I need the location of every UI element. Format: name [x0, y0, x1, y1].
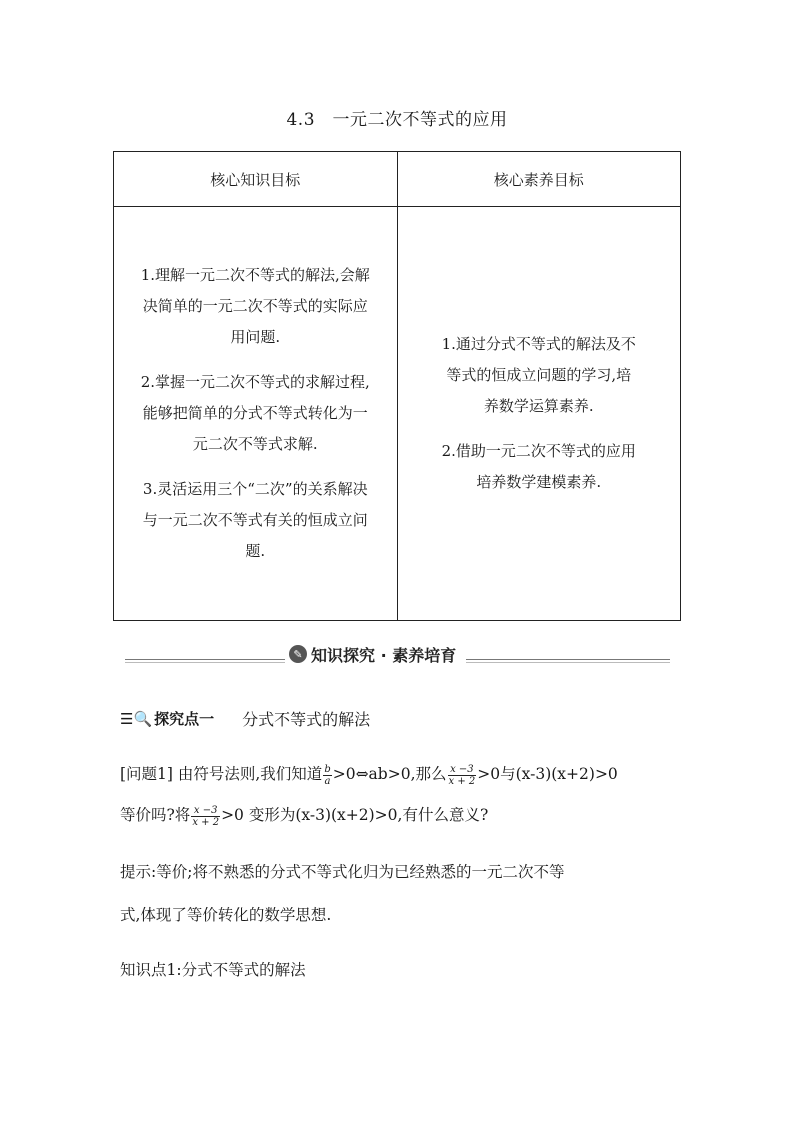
fraction-x3-over-x2-second: $\frac{x -3}{x + 2}$ [192, 804, 220, 828]
banner-label: 知识探究 · 素养培育 [311, 645, 457, 665]
hint-line-1: 提示:等价;将不熟悉的分式不等式化归为已经熟悉的一元二次不等 [120, 863, 565, 881]
literacy-goals-cell [397, 207, 681, 621]
literacy-goal-1: 1.通过分式不等式的解法及不 等式的恒成立问题的学习,培 养数学运算素养. [441, 335, 636, 415]
section-banner [125, 642, 670, 666]
knowledge-goal-3: 3.灵活运用三个“二次”的关系解决 与一元二次不等式有关的恒成立问 题. [142, 480, 368, 560]
goals-table [113, 151, 681, 621]
question-line-2: 等价吗?将 $\frac{x -3}{x + 2}$ >0 变形为(x-3)(x+2)>0,有什么意义? [120, 804, 489, 828]
explore-topic: 分式不等式的解法 [242, 710, 371, 729]
knowledge-goal-1: 1.理解一元二次不等式的解法,会解 决简单的一元二次不等式的实际应 用问题. [140, 266, 370, 346]
fraction-x3-over-x2: $\frac{x -3}{x + 2}$ [448, 763, 476, 787]
page-title: 4.3 一元二次不等式的应用 [286, 110, 508, 130]
knowledge-goal-2: 2.掌握一元二次不等式的求解过程, 能够把简单的分式不等式转化为一 元二次不等式求解. [140, 373, 370, 453]
question-line-1: [问题1] 由符号法则,我们知道 $\frac{b}{a}$ >0⇔ab>0,那么 $\frac{x -3}{x + 2}$ >0与(x-3)(x+2)>0 [120, 763, 618, 787]
knowledge-goals-cell [114, 207, 398, 621]
explore-heading [120, 707, 370, 730]
explore-tag: 探究点一 [154, 710, 215, 728]
knowledge-point-heading: 知识点1:分式不等式的解法 [120, 961, 306, 979]
magnifier-icon: ☰🔍 [120, 709, 153, 728]
header-literacy-goals: 核心素养目标 [397, 152, 681, 207]
header-knowledge-goals: 核心知识目标 [114, 152, 398, 207]
literacy-goal-2: 2.借助一元二次不等式的应用 培养数学建模素养. [441, 442, 636, 491]
hint-line-2: 式,体现了等价转化的数学思想. [120, 906, 332, 924]
pencil-icon: ✎ [289, 645, 307, 663]
fraction-b-over-a: $\frac{b}{a}$ [324, 763, 331, 787]
